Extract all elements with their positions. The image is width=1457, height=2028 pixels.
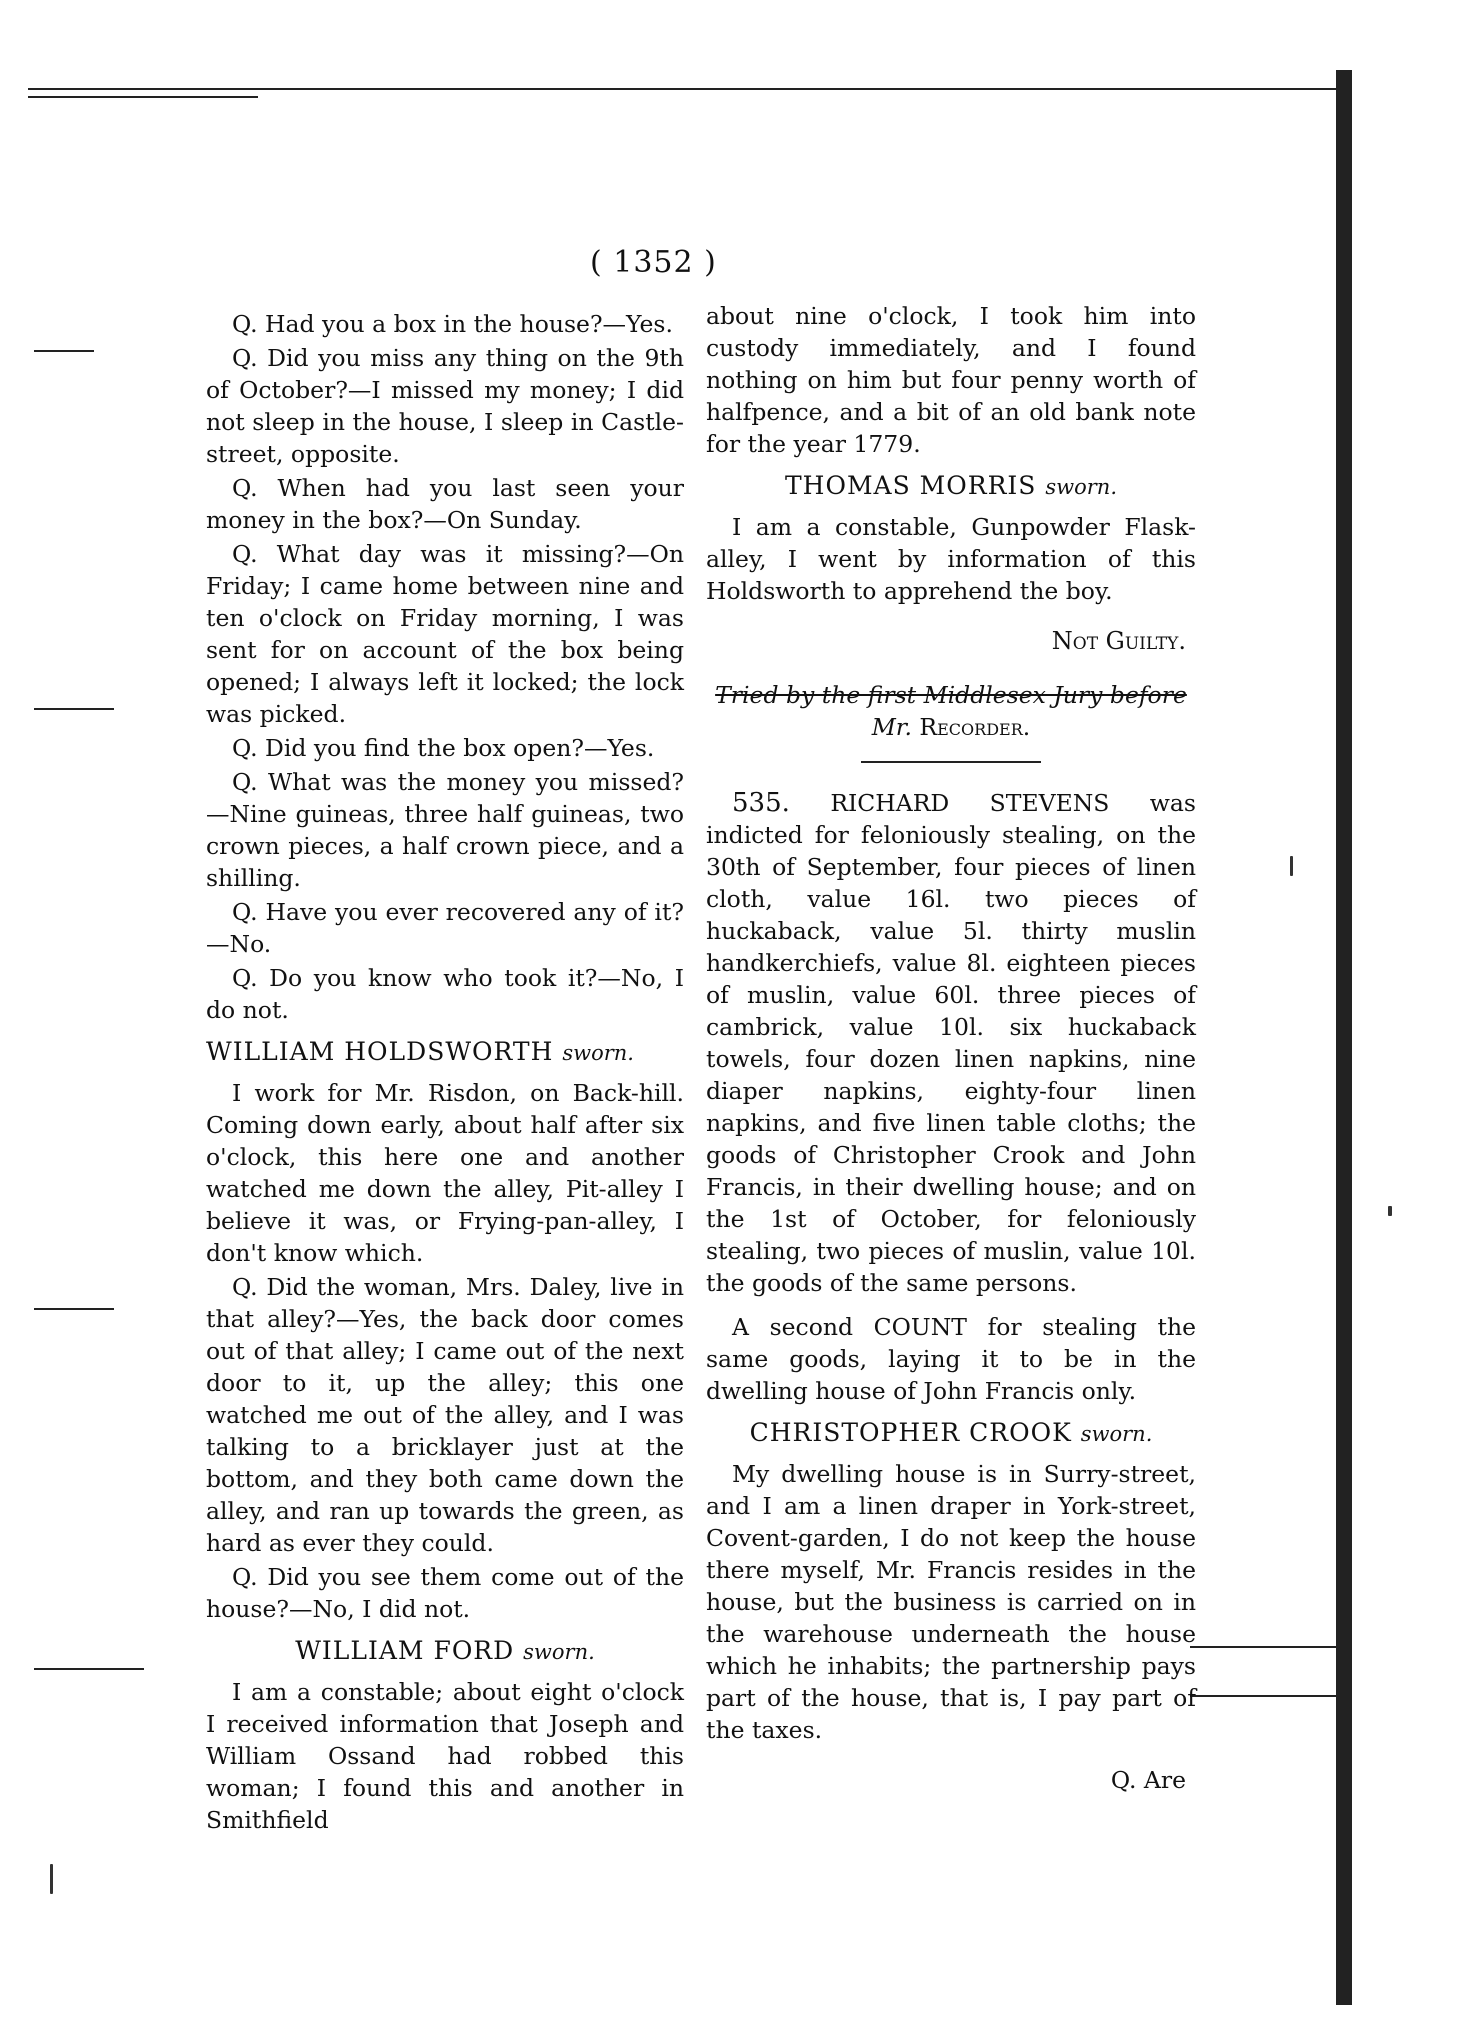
paragraph: Q. What day was it missing?—On Friday; I came home between nine and ten o'clock on Friday morning, I was sent for on account of the box being opened; I always left it locked; the lock was picked.	[206, 540, 684, 728]
margin-rule	[34, 350, 94, 352]
top-rule-short	[28, 96, 258, 98]
witness-name: CHRISTOPHER CROOK	[749, 1418, 1072, 1447]
witness-name: WILLIAM FORD	[295, 1636, 515, 1665]
paragraph: Q. When had you last seen your money in the box?—On Sunday.	[206, 474, 684, 534]
paragraph: I work for Mr. Risdon, on Back-hill. Coming down early, about half after six o'clock, this here one and another watched me down the alley, Pit-alley I believe it was, or Frying-pan-alley, I don't know which.	[206, 1079, 684, 1267]
paragraph: Q. Did the woman, Mrs. Daley, live in that alley?—Yes, the back door comes out of that alley; I came out of the next door to it, up the alley; this one watched me out of the alley, and I was talking to a bricklayer just at the bottom, and they both came down the alley, and ran up towards the green, as hard as ever they could.	[206, 1273, 684, 1557]
catchword: Q. Are	[1110, 1766, 1186, 1794]
witness-heading	[706, 1417, 1196, 1450]
sworn-label: sworn.	[1080, 1422, 1153, 1446]
paragraph: Q. Do you know who took it?—No, I do not.	[206, 964, 684, 1024]
second-count: A second COUNT for stealing the same goods, laying it to be in the dwelling house of John Francis only.	[706, 1313, 1196, 1405]
margin-rule	[34, 1308, 114, 1310]
margin-rule	[1190, 1695, 1350, 1697]
paragraph: My dwelling house is in Surry-street, and I am a linen draper in York-street, Covent-garden, I do not keep the house there myself, Mr. Francis resides in the house, but the business is carried on in the warehouse underneath the house which he inhabits; the partnership pays part of the house, that is, I pay part of the taxes.	[706, 1460, 1196, 1744]
witness-heading	[206, 1635, 684, 1668]
paragraph: Q. Have you ever recovered any of it?—No.	[206, 898, 684, 958]
paragraph: Q. Did you see them come out of the house?—No, I did not.	[206, 1563, 684, 1623]
section-divider	[861, 761, 1041, 763]
witness-heading	[206, 1036, 684, 1069]
right-column	[706, 300, 1196, 1796]
right-edge-bar	[1336, 70, 1352, 2005]
margin-speck	[50, 1864, 53, 1894]
margin-rule	[1190, 1646, 1350, 1648]
page-number: ( 1352 )	[590, 245, 717, 280]
trial-line: Tried by the first Middlesex Jury before	[715, 681, 1187, 709]
sworn-label: sworn.	[523, 1640, 595, 1664]
witness-name: THOMAS MORRIS	[784, 471, 1037, 500]
recorder-line	[706, 711, 1196, 743]
left-column	[206, 308, 684, 1838]
paragraph: I am a constable; about eight o'clock I received information that Joseph and William Ossand had robbed this woman; I found this and another in Smithfield	[206, 1678, 684, 1834]
paragraph: Q. Had you a box in the house?—Yes.	[232, 310, 673, 338]
paragraph: Q. What was the money you missed?—Nine guineas, three half guineas, two crown pieces, a half crown piece, and a shilling.	[206, 768, 684, 892]
witness-heading	[706, 470, 1196, 503]
margin-rule	[34, 1668, 144, 1670]
margin-rule	[34, 708, 114, 710]
recorder-prefix: Mr.	[871, 713, 912, 741]
indictment-number: 535.	[732, 788, 790, 818]
margin-speck	[1290, 856, 1293, 876]
witness-name: WILLIAM HOLDSWORTH	[206, 1037, 554, 1066]
indictment	[706, 787, 1196, 1299]
top-rule	[28, 88, 1348, 90]
paragraph: about nine o'clock, I took him into custody immediately, and I found nothing on him but four penny worth of halfpence, and a bit of an old bank note for the year 1779.	[706, 302, 1196, 458]
verdict: Not Guilty.	[1051, 627, 1186, 655]
margin-speck	[1388, 1206, 1392, 1216]
sworn-label: sworn.	[562, 1041, 634, 1065]
sworn-label: sworn.	[1045, 475, 1118, 499]
paragraph: Q. Did you find the box open?—Yes.	[232, 734, 655, 762]
paragraph: Q. Did you miss any thing on the 9th of October?—I missed my money; I did not sleep in the house, I sleep in Castle-street, opposite.	[206, 344, 684, 468]
paragraph: I am a constable, Gunpowder Flask-alley, I went by information of this Holdsworth to apprehend the boy.	[706, 513, 1196, 605]
indictment-text: RICHARD STEVENS was indicted for feloniously stealing, on the 30th of September, four pieces of linen cloth, value 16l. two pieces of huckaback, value 5l. thirty muslin handkerchiefs, value 8l. eighteen pieces of muslin, value 60l. three pieces of cambrick, value 10l. six huckaback towels, four dozen linen napkins, nine diaper napkins, eighty-four linen napkins, and five linen table cloths; the goods of Christopher Crook and John Francis, in their dwelling house; and on the 1st of October, for feloniously stealing, two pieces of muslin, value 10l. the goods of the same persons.	[706, 789, 1196, 1297]
recorder-name: Recorder.	[919, 713, 1031, 741]
